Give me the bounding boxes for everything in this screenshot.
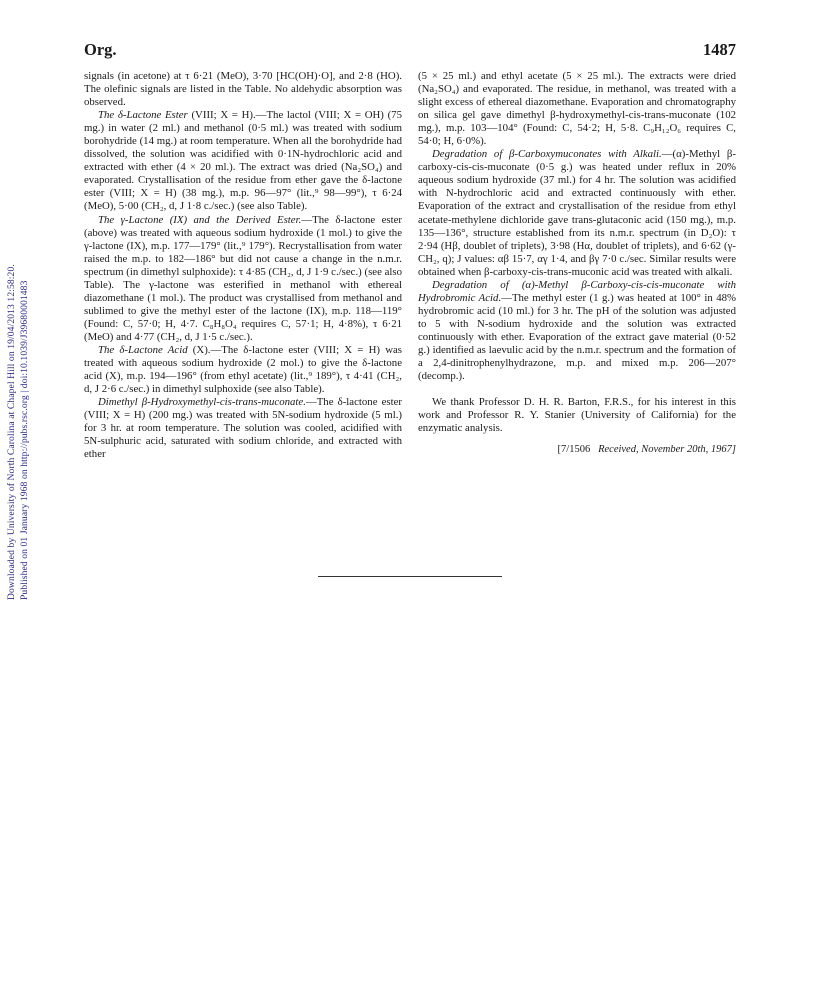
paragraph-heading: The δ-Lactone Ester [98, 109, 188, 122]
paragraph-text: —(α)-Methyl β-carboxy-cis-cis-muconate (0·5 g.) was heated under reflux in 20% aqueous sodium hydroxide (37 ml.) for 4 hr. The solution was acidified with N-hydrochloric acid and extracted continuously with ether. Evaporation of the extract and crystallisation of the residue from ethyl acetate-methylene dichloride gave trans-glutaconic acid (150 mg.), m.p. 135—136°, structure established from its n.m.r. spectrum (in D₂O): τ 2·94 (Hβ, doublet of triplets), 3·98 (Hα, doublet of triplets), and 6·62 (γ-CH₂, q); J values: αβ 15·7, αγ 1·4, and βγ 7·0 c./sec. Similar results were obtained when β-carboxy-cis-trans-muconic acid was treated with alkali. [418, 148, 736, 278]
paragraph-text: We thank Professor D. H. R. Barton, F.R.S., for his interest in this work and Professor R. Y. Stanier (University of California) for the enzymatic analysis. [418, 396, 736, 435]
right-column [418, 70, 736, 456]
paragraph-text: —The methyl ester (1 g.) was heated at 100° in 48% hydrobromic acid (10 ml.) for 3 hr. The pH of the solution was adjusted to 5 with N-sodium hydroxide and the solution was extracted continuously with ether. Evaporation of the extract gave material (0·52 g.) identified as laevulic acid by the n.m.r. spectrum and the formation of a 2,4-dinitrophenylhydrazone, m.p. and mixed m.p. 206—207° (decomp.). [418, 291, 736, 383]
paragraph-text: —The δ-lactone ester (VIII; X = H) (200 mg.) was treated with 5N-sodium hydroxide (5 ml.) for 3 hr. at room temperature. The solution was cooled, acidified with 5N-sulphuric acid, saturated with sodium chloride, and extracted with ether [84, 396, 402, 461]
paragraph-text: (VIII; X = H).—The lactol (VIII; X = OH) (75 mg.) in water (2 ml.) and methanol (0·5 ml.) was treated with sodium borohydride (14 mg.) at room temperature. When all the borohydride had dissolved, the solution was acidified with 0·1N-hydrochloric acid and extracted with ether (4 × 20 ml.). The extract was dried (Na₂SO₄) and evaporated. Crystallisation of the residue from ether gave the δ-lactone ester (VIII; X = H) (38 mg.), m.p. 96—97° (lit.,⁹ 98—99°), τ 6·24 (MeO), 5·00 (CH₂, d, J 1·8 c./sec.) (see also Table). [84, 109, 402, 213]
paragraph-heading: Dimethyl β-Hydroxymethyl-cis-trans-muconate. [98, 396, 306, 409]
paragraph-text: —The δ-lactone ester (above) was treated with aqueous sodium hydroxide (1 mol.) to give the γ-lactone (IX), m.p. 177—179° (lit.,⁹ 179°). Recrystallisation from water raised the m.p. to 182—186° but did not cause a change in the n.m.r. spectrum (in dimethyl sulphoxide): τ 4·85 (CH₂, d, J 1·9 c./sec.) (see also Table). The γ-lactone was esterified in methanol with ethereal diazomethane (1 mol.). The product was crystallised from methanol and sublimed to give the methyl ester of the lactone (IX), m.p. 118—119° (Found: C, 57·0; H, 4·7. C₈H₈O₄ requires C, 57·1; H, 4·8%), τ 6·21 (MeO) and 4·77 (CH₂, d, J 1·5 c./sec.). [84, 213, 403, 343]
page-header [84, 40, 736, 62]
paragraph-heading: The γ-Lactone (IX) and the Derived Ester. [98, 213, 302, 226]
paragraph-heading: The δ-Lactone Acid [98, 343, 188, 356]
paragraph [418, 279, 736, 383]
journal-section-title: Org. [84, 40, 117, 59]
paragraph-text: (5 × 25 ml.) and ethyl acetate (5 × 25 ml.). The extracts were dried (Na₂SO₄) and evaporated. The residue, in methanol, was treated with a slight excess of ethereal diazomethane. Evaporation and chromatography on silica gel gave dimethyl β-hydroxymethyl-cis-trans-muconate (102 mg.), m.p. 103—104° (Found: C, 54·2; H, 5·8. C₉H₁₂O₆ requires C, 54·0; H, 6·0%). [418, 70, 736, 148]
received-label: Received, November 20th, 1967] [598, 444, 736, 456]
download-notice-line: Downloaded by University of North Carolina at Chapel Hill on 19/04/2013 12:58:20. [6, 264, 17, 600]
paragraph-text: (X).—The δ-lactone ester (VIII; X = H) was treated with aqueous sodium hydroxide (2 mol.) to give the δ-lactone acid (X), m.p. 194—196° (from ethyl acetate) (lit.,⁹ 189°), τ 4·41 (CH₂, d, J 2·6 c./sec.) in dimethyl sulphoxide (see also Table). [84, 343, 402, 396]
page-number: 1487 [703, 40, 736, 59]
paragraph [84, 109, 402, 213]
paragraph [84, 396, 402, 461]
paragraph [84, 214, 402, 344]
paragraph [84, 344, 402, 396]
acknowledgement [418, 396, 736, 435]
received-date [418, 443, 736, 456]
paragraph [418, 148, 736, 278]
end-of-article-rule [318, 576, 502, 577]
paragraph-text: signals (in acetone) at τ 6·21 (MeO), 3·70 [HC(OH)·O], and 2·8 (HO). The olefinic signals are listed in the Table. No aldehydic absorption was observed. [84, 70, 402, 109]
paragraph [84, 70, 402, 109]
publication-notice-line: Published on 01 January 1968 on http://pubs.rsc.org | doi:10.1039/J39680001483 [19, 280, 30, 600]
download-notice [4, 180, 28, 600]
paragraph-heading: Degradation of β-Carboxymuconates with Alkali. [432, 148, 662, 161]
left-column [84, 70, 402, 461]
manuscript-ref: [7/1506 [557, 444, 591, 456]
paragraph-heading: Degradation of (α)-Methyl β-Carboxy-cis-cis-muconate with Hydrobromic Acid. [418, 278, 736, 304]
paragraph [418, 70, 736, 148]
